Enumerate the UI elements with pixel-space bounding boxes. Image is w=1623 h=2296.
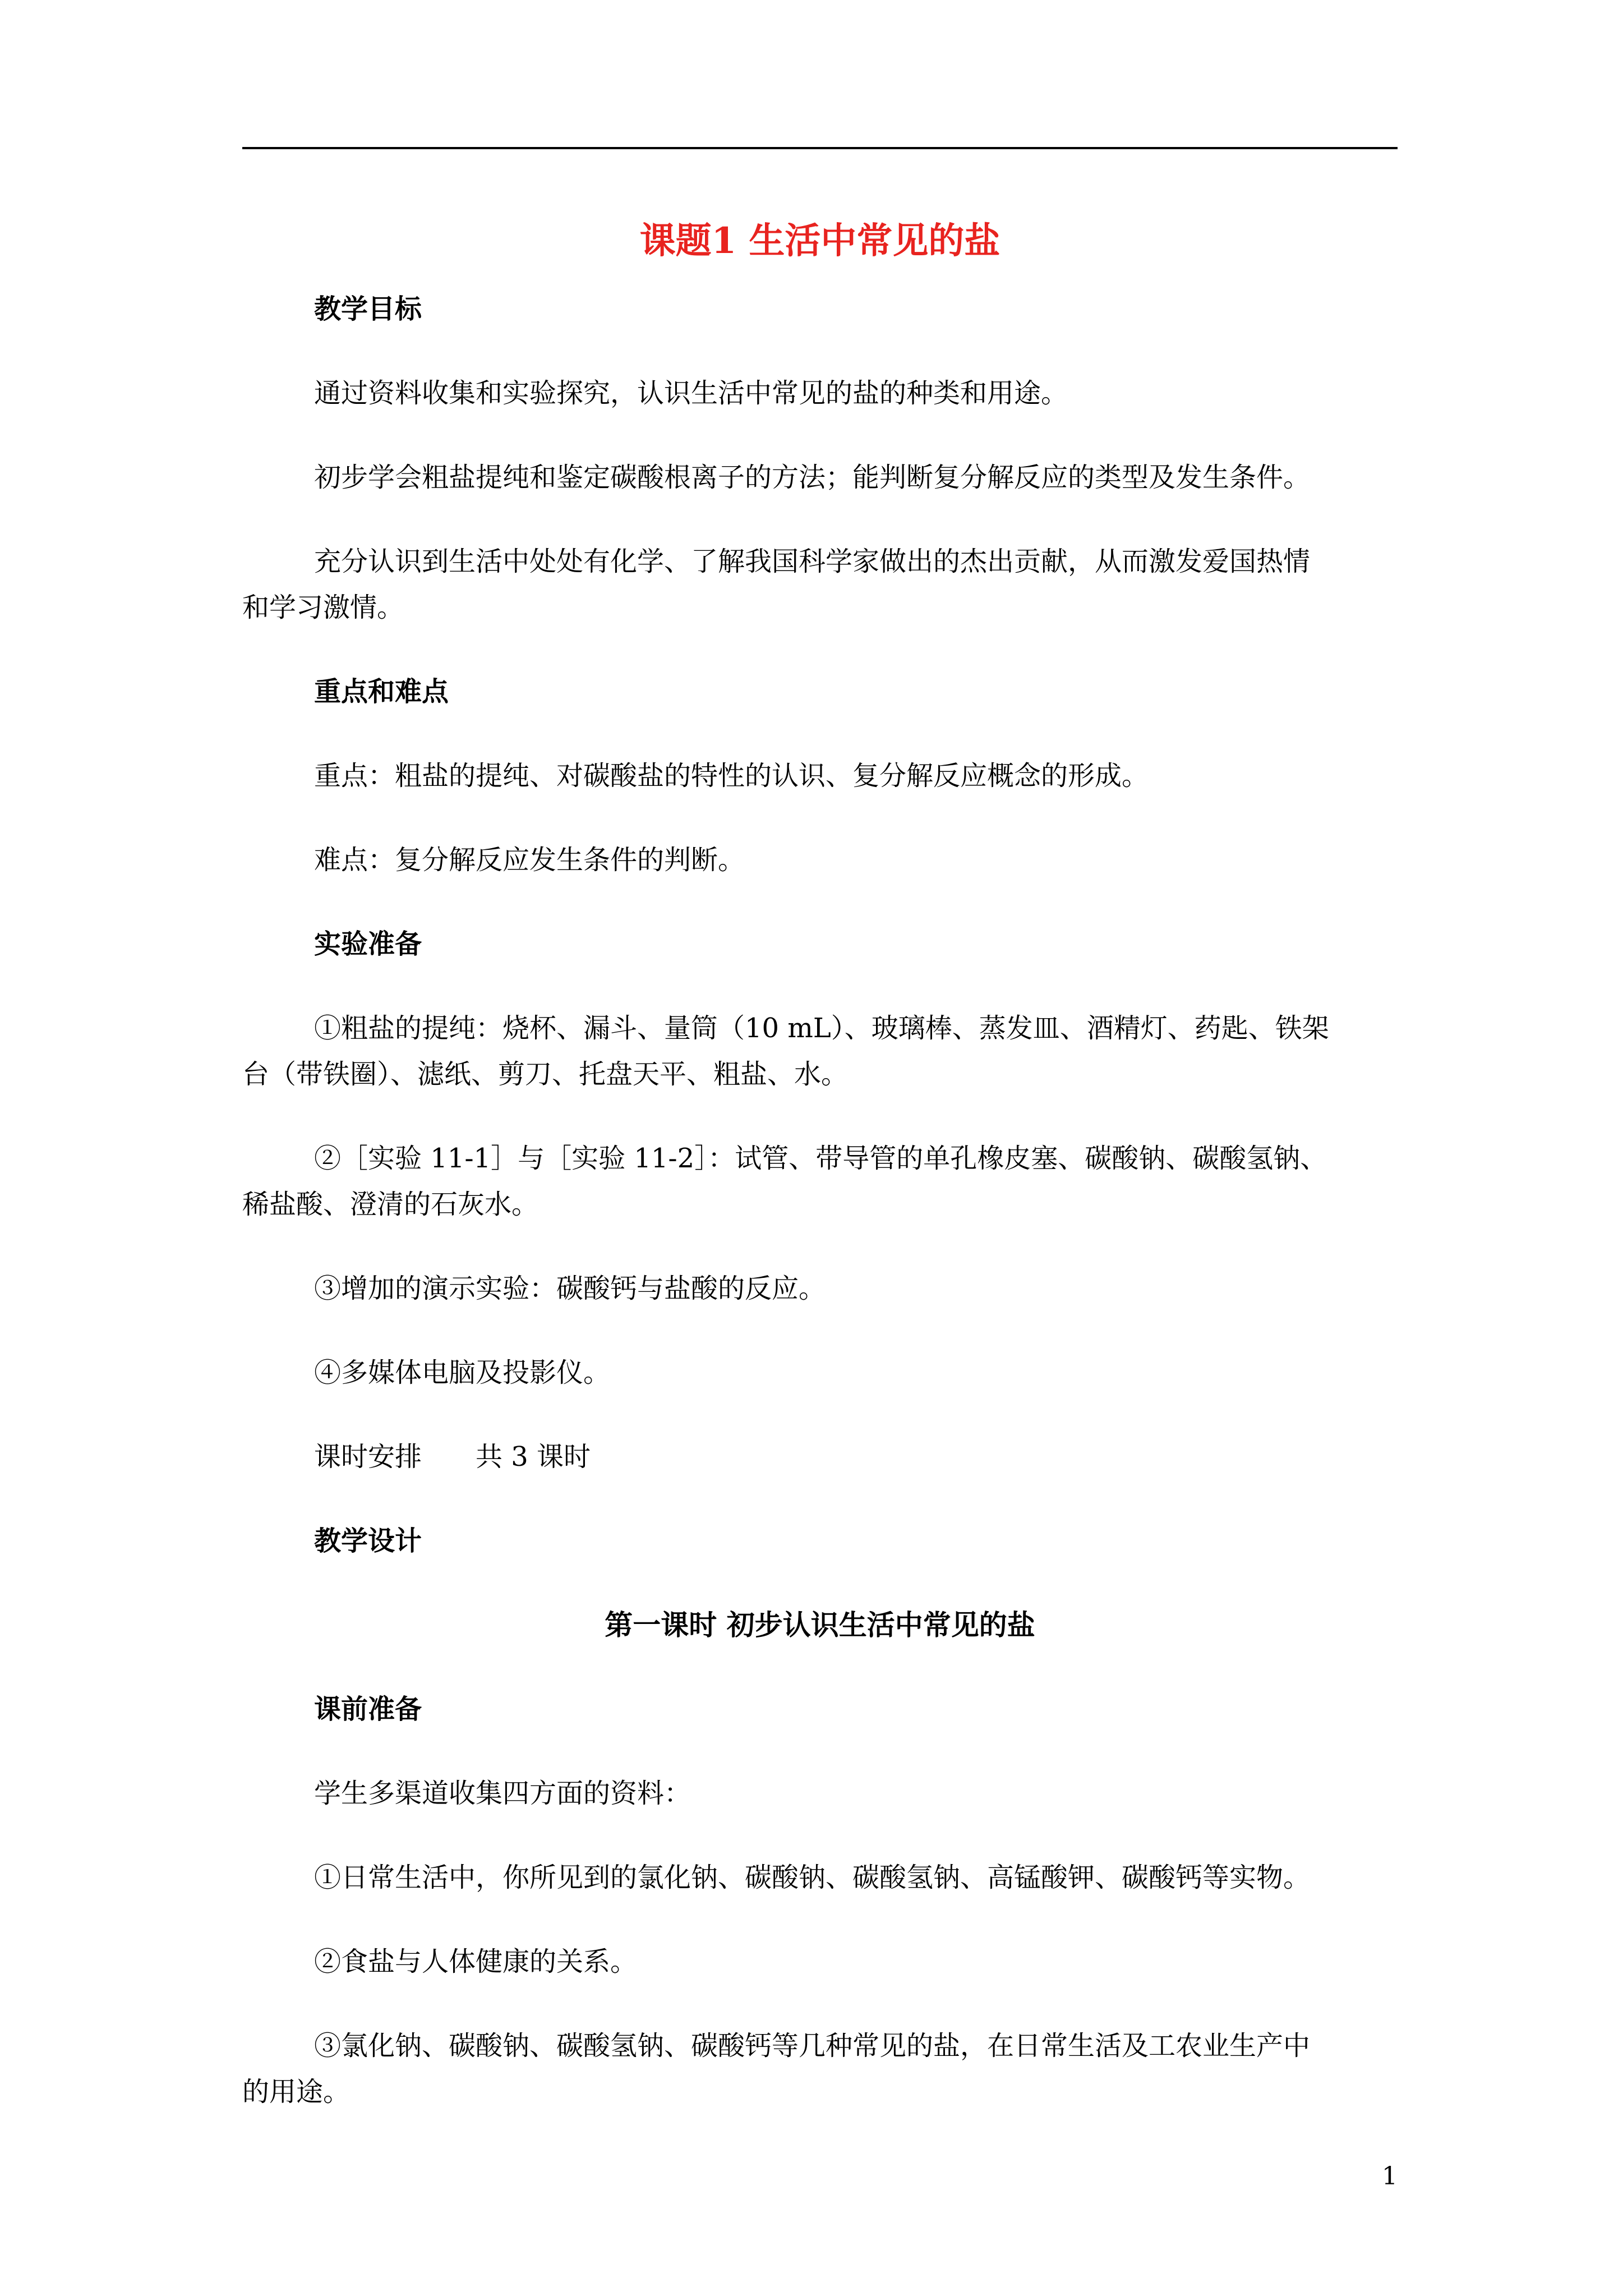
page-number: 1 [1382,2162,1398,2191]
material-1: ①日常生活中，你所见到的氯化钠、碳酸钠、碳酸氢钠、高锰酸钾、碳酸钙等实物。 [314,1862,1311,1893]
preparation-4: ④多媒体电脑及投影仪。 [314,1357,611,1388]
key-point: 重点：粗盐的提纯、对碳酸盐的特性的认识、复分解反应概念的形成。 [314,760,1149,792]
preparation-2-line-1: ②［实验 11-1］与［实验 11-2］：试管、带导管的单孔橡皮塞、碳酸钠、碳酸氢钠、 [314,1143,1327,1174]
material-3-line-1: ③氯化钠、碳酸钠、碳酸氢钠、碳酸钙等几种常见的盐，在日常生活及工农业生产中 [314,2030,1311,2062]
goal-3-line-2: 和学习激情。 [242,592,404,623]
schedule: 课时安排 共 3 课时 [314,1441,591,1473]
design-heading: 教学设计 [314,1525,422,1557]
preparation-heading: 实验准备 [314,928,422,960]
lesson-1-title: 第一课时 初步认识生活中常见的盐 [605,1608,1035,1641]
header-rule [242,147,1398,149]
preclass-heading: 课前准备 [314,1694,422,1725]
preclass-intro: 学生多渠道收集四方面的资料： [314,1778,691,1809]
key-difficulty-heading: 重点和难点 [314,676,449,707]
preparation-1-line-1: ①粗盐的提纯：烧杯、漏斗、量筒（10 mL）、玻璃棒、蒸发皿、酒精灯、药匙、铁架 [314,1013,1329,1044]
material-3-line-2: 的用途。 [242,2076,351,2108]
preparation-2-line-2: 稀盐酸、澄清的石灰水。 [242,1189,539,1220]
preparation-3: ③增加的演示实验：碳酸钙与盐酸的反应。 [314,1273,826,1304]
preparation-1-line-2: 台（带铁圈）、滤纸、剪刀、托盘天平、粗盐、水。 [242,1059,849,1090]
goal-1: 通过资料收集和实验探究，认识生活中常见的盐的种类和用途。 [314,378,1068,409]
material-2: ②食盐与人体健康的关系。 [314,1946,638,1977]
difficulty: 难点：复分解反应发生条件的判断。 [314,844,745,876]
document-title: 课题1 生活中常见的盐 [639,220,1000,262]
goal-3-line-1: 充分认识到生活中处处有化学、了解我国科学家做出的杰出贡献，从而激发爱国热情 [314,546,1311,577]
goals-heading: 教学目标 [314,293,422,325]
goal-2: 初步学会粗盐提纯和鉴定碳酸根离子的方法；能判断复分解反应的类型及发生条件。 [314,462,1311,493]
